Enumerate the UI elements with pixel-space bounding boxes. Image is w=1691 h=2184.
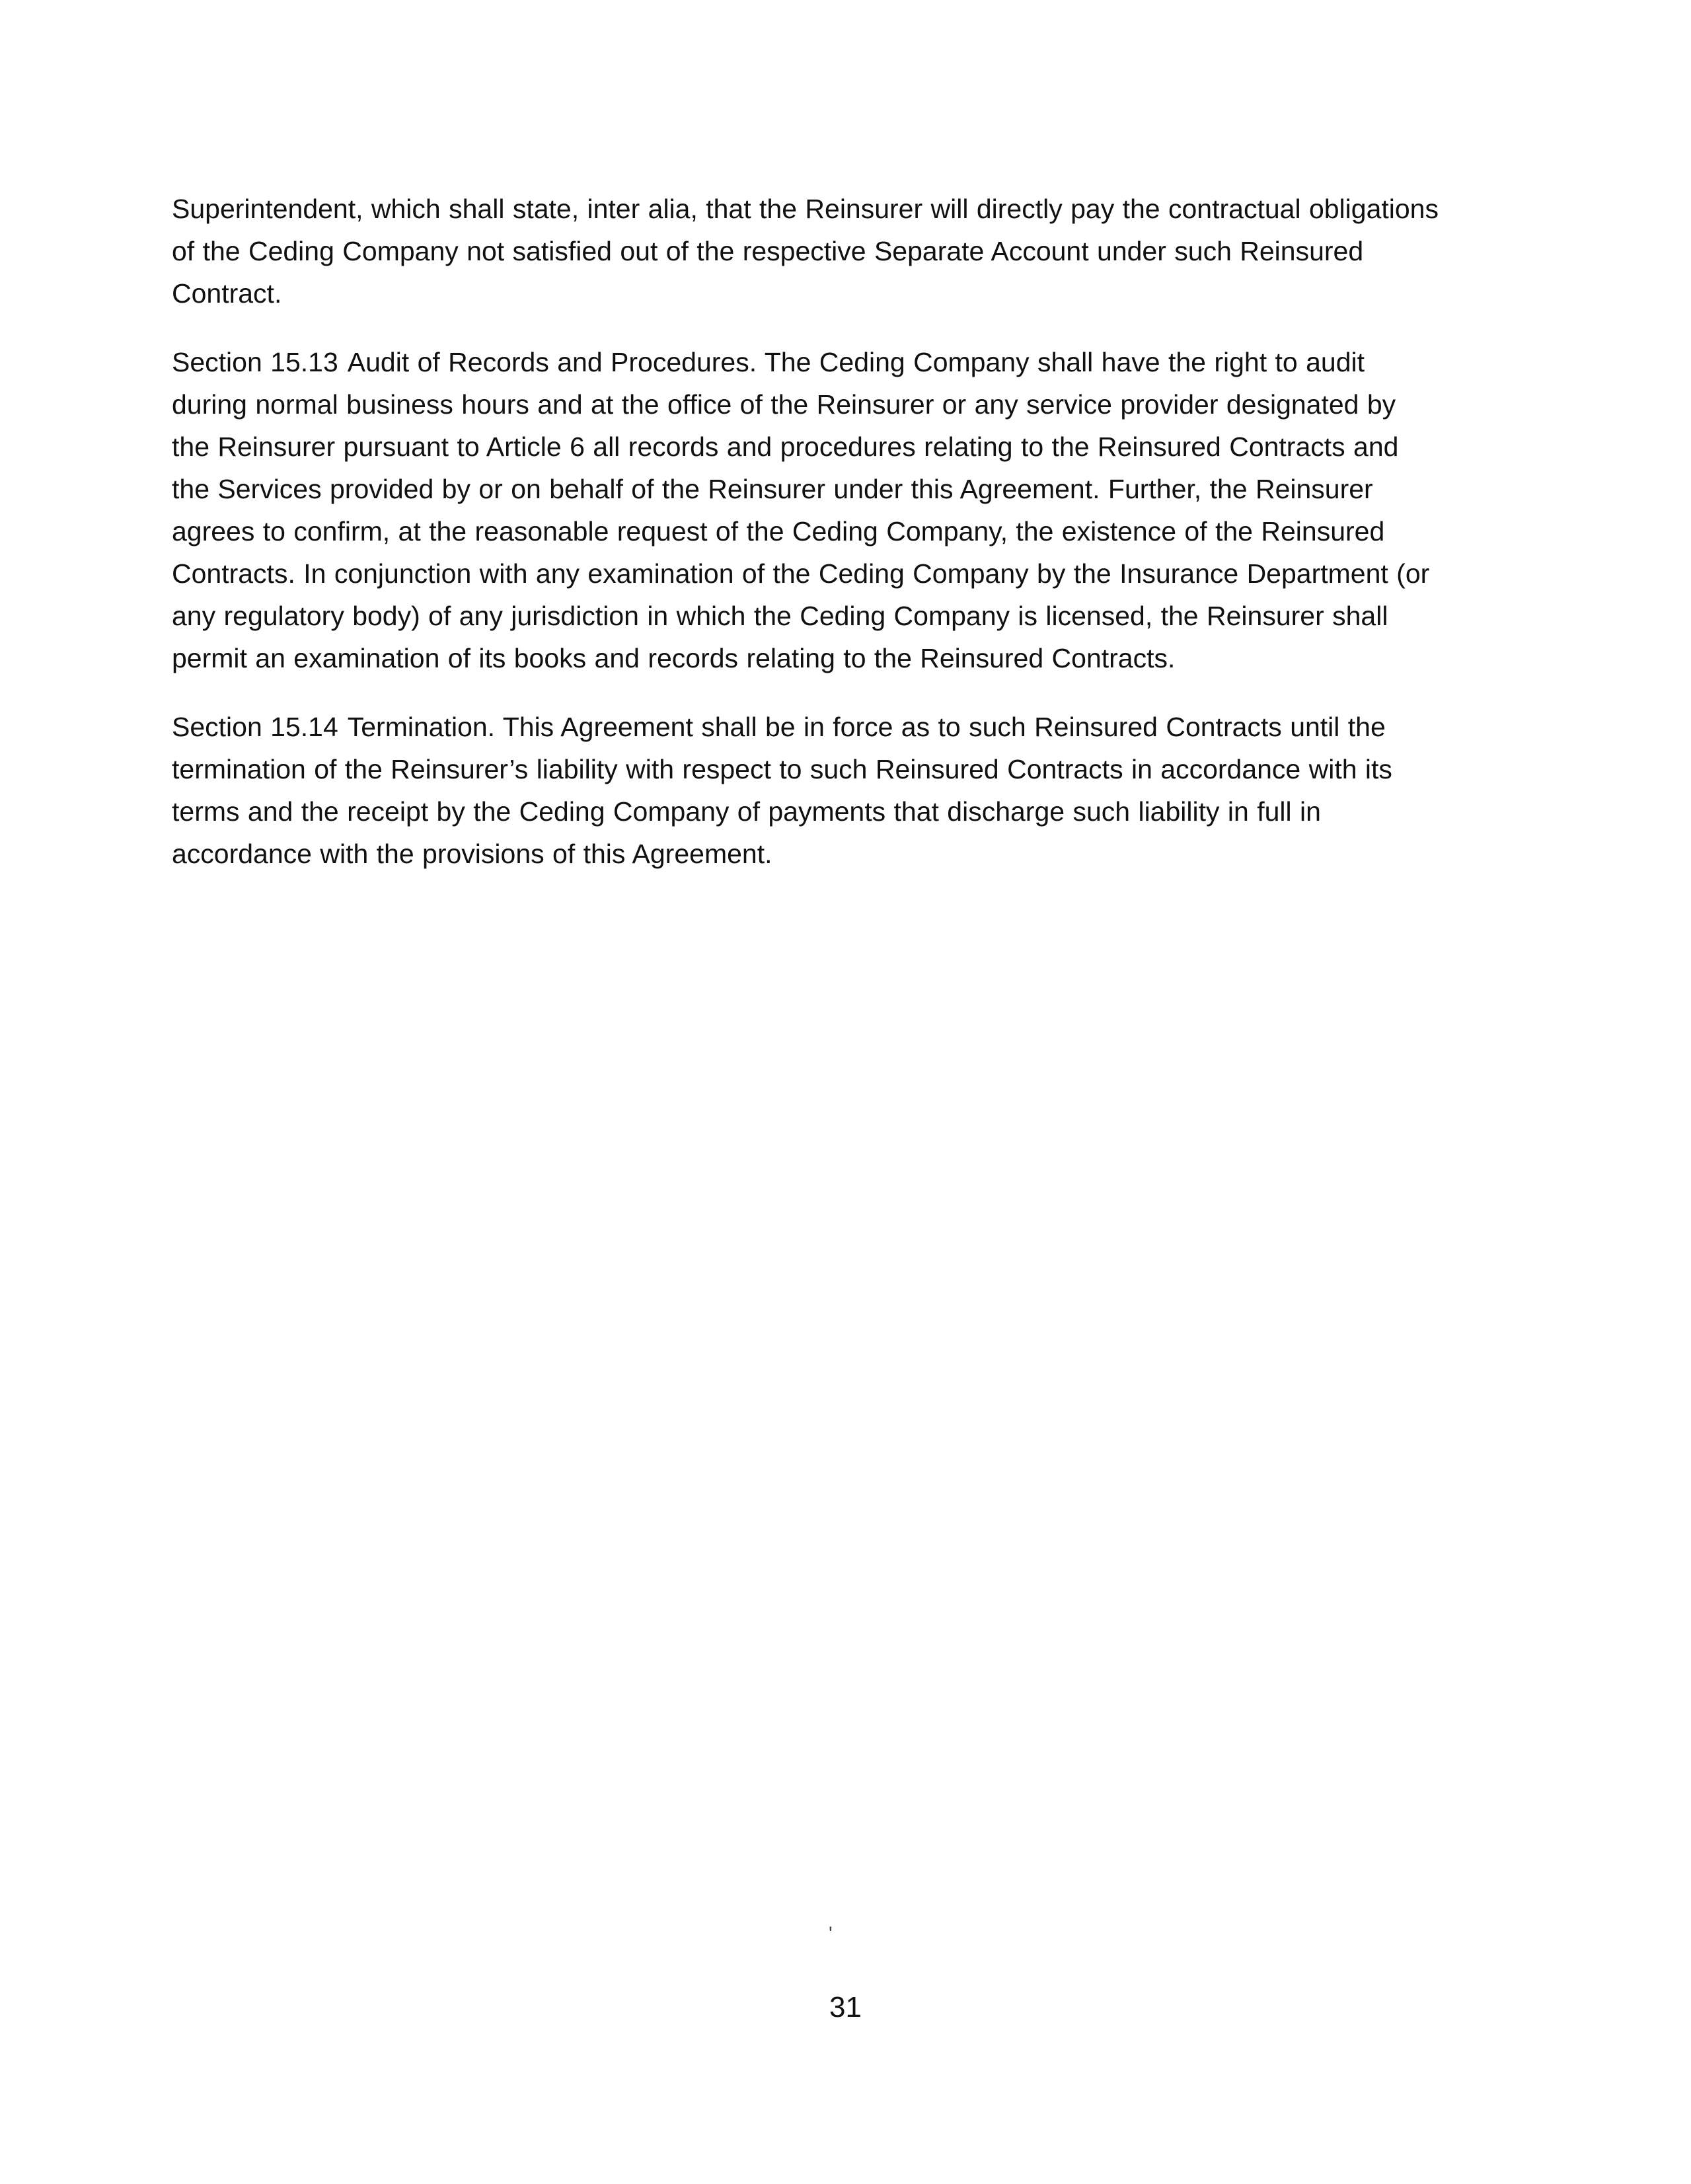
body-text xyxy=(172,188,1441,901)
section-number: Section 15.13 xyxy=(172,347,338,377)
stray-mark: ' xyxy=(829,1923,833,1945)
section-number: Section 15.14 xyxy=(172,712,338,742)
paragraph-text: Termination. This Agreement shall be in force as to such Reinsured Contracts until the termination of the Reinsurer’s liability with respect to such Reinsured Contracts in accordance with its terms and the receipt by the Ceding Company of payments that discharge such liability in full in accordance with the provisions of this Agreement. xyxy=(172,712,1392,869)
paragraph-continuation xyxy=(172,188,1441,315)
section-15-14-paragraph xyxy=(172,706,1441,875)
page-number: 31 xyxy=(829,1991,862,2023)
paragraph-text: Audit of Records and Procedures. The Ceding Company shall have the right to audit during normal business hours and at the office of the Reinsurer or any service provider designated by the Reinsurer pursuant to Article 6 all records and procedures relating to the Reinsured Contracts and the Services provided by or on behalf of the Reinsurer under this Agreement. Further, the Reinsurer agrees to confirm, at the reasonable request of the Ceding Company, the existence of the Reinsured Contracts. In conjunction with any examination of the Ceding Company by the Insurance Department (or any regulatory body) of any jurisdiction in which the Ceding Company is licensed, the Reinsurer shall permit an examination of its books and records relating to the Reinsured Contracts. xyxy=(172,347,1430,673)
paragraph-text: Superintendent, which shall state, inter alia, that the Reinsurer will directly pay the contractual obligations of the Ceding Company not satisfied out of the respective Separate Account under such Reinsured Contract. xyxy=(172,194,1439,309)
section-15-13-paragraph xyxy=(172,341,1441,679)
